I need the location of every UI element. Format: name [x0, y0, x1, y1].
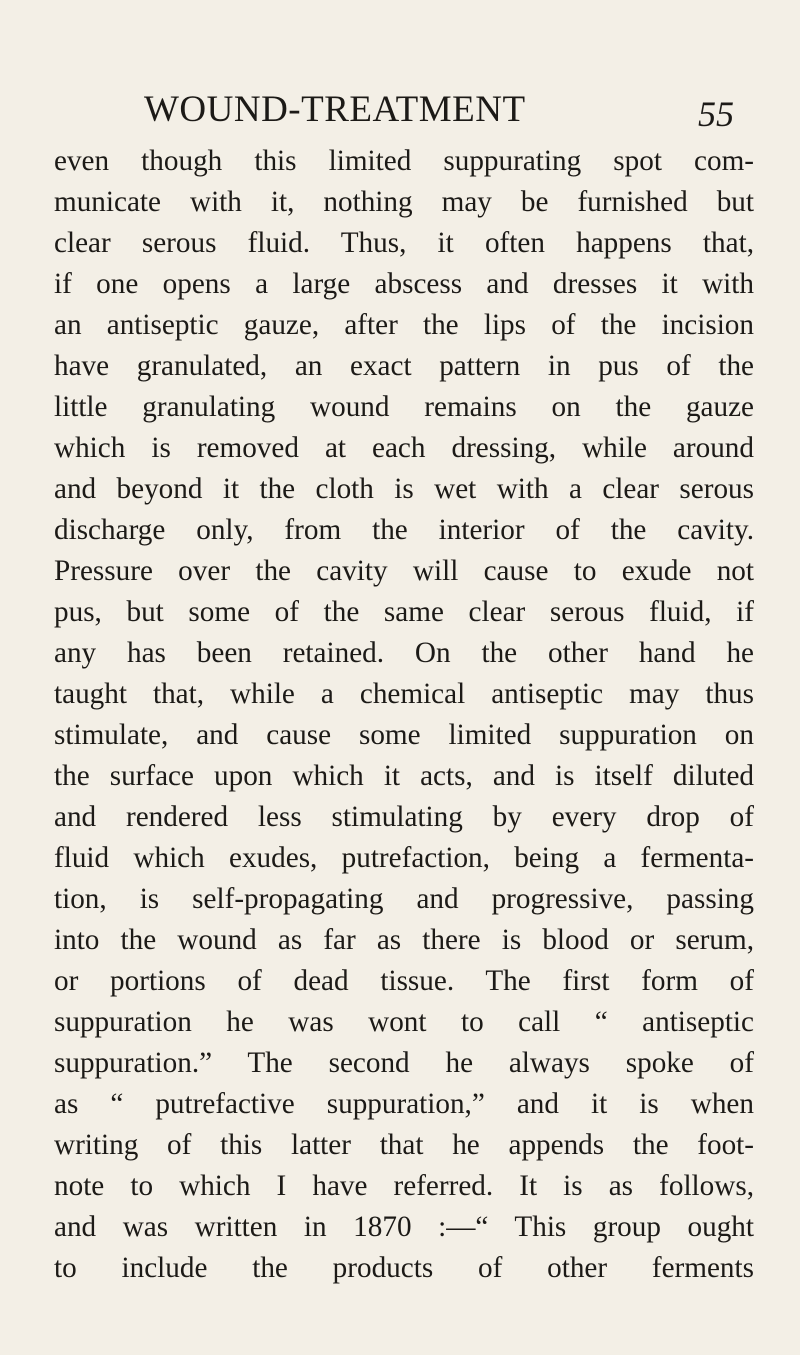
running-title: WOUND-TREATMENT [144, 89, 526, 130]
text-line: and rendered less stimulating by every drop of [54, 801, 754, 833]
text-line: clear serous fluid. Thus, it often happens that, [54, 227, 754, 259]
text-line: which is removed at each dressing, while around [54, 432, 754, 464]
text-line: have granulated, an exact pattern in pus of the [54, 350, 754, 382]
page-number: 55 [698, 94, 734, 134]
text-line: into the wound as far as there is blood or serum, [54, 924, 754, 956]
text-line: or portions of dead tissue. The first form of [54, 965, 754, 997]
text-line: writing of this latter that he appends the foot- [54, 1129, 754, 1161]
body-paragraph [54, 141, 754, 1289]
text-line: little granulating wound remains on the gauze [54, 391, 754, 423]
text-line: suppuration.” The second he always spoke of [54, 1047, 754, 1079]
text-line: an antiseptic gauze, after the lips of the incision [54, 309, 754, 341]
text-line: even though this limited suppurating spot com- [54, 145, 754, 177]
text-line: note to which I have referred. It is as follows, [54, 1170, 754, 1202]
text-line: fluid which exudes, putrefaction, being a fermenta- [54, 842, 754, 874]
text-line: the surface upon which it acts, and is itself diluted [54, 760, 754, 792]
text-line: suppuration he was wont to call “ antiseptic [54, 1006, 754, 1038]
text-line: and was written in 1870 :—“ This group ought [54, 1211, 754, 1243]
text-line: discharge only, from the interior of the cavity. [54, 514, 754, 546]
text-line: and beyond it the cloth is wet with a clear serous [54, 473, 754, 505]
text-line: Pressure over the cavity will cause to exude not [54, 555, 754, 587]
running-head [0, 88, 800, 138]
text-line: if one opens a large abscess and dresses it with [54, 268, 754, 300]
text-line: pus, but some of the same clear serous fluid, if [54, 596, 754, 628]
text-line: municate with it, nothing may be furnished but [54, 186, 754, 218]
text-line: taught that, while a chemical antiseptic may thus [54, 678, 754, 710]
text-line: stimulate, and cause some limited suppuration on [54, 719, 754, 751]
text-line: as “ putrefactive suppuration,” and it is when [54, 1088, 754, 1120]
text-line: any has been retained. On the other hand he [54, 637, 754, 669]
text-line: tion, is self-propagating and progressive, passing [54, 883, 754, 915]
text-line: to include the products of other ferments [54, 1252, 754, 1284]
